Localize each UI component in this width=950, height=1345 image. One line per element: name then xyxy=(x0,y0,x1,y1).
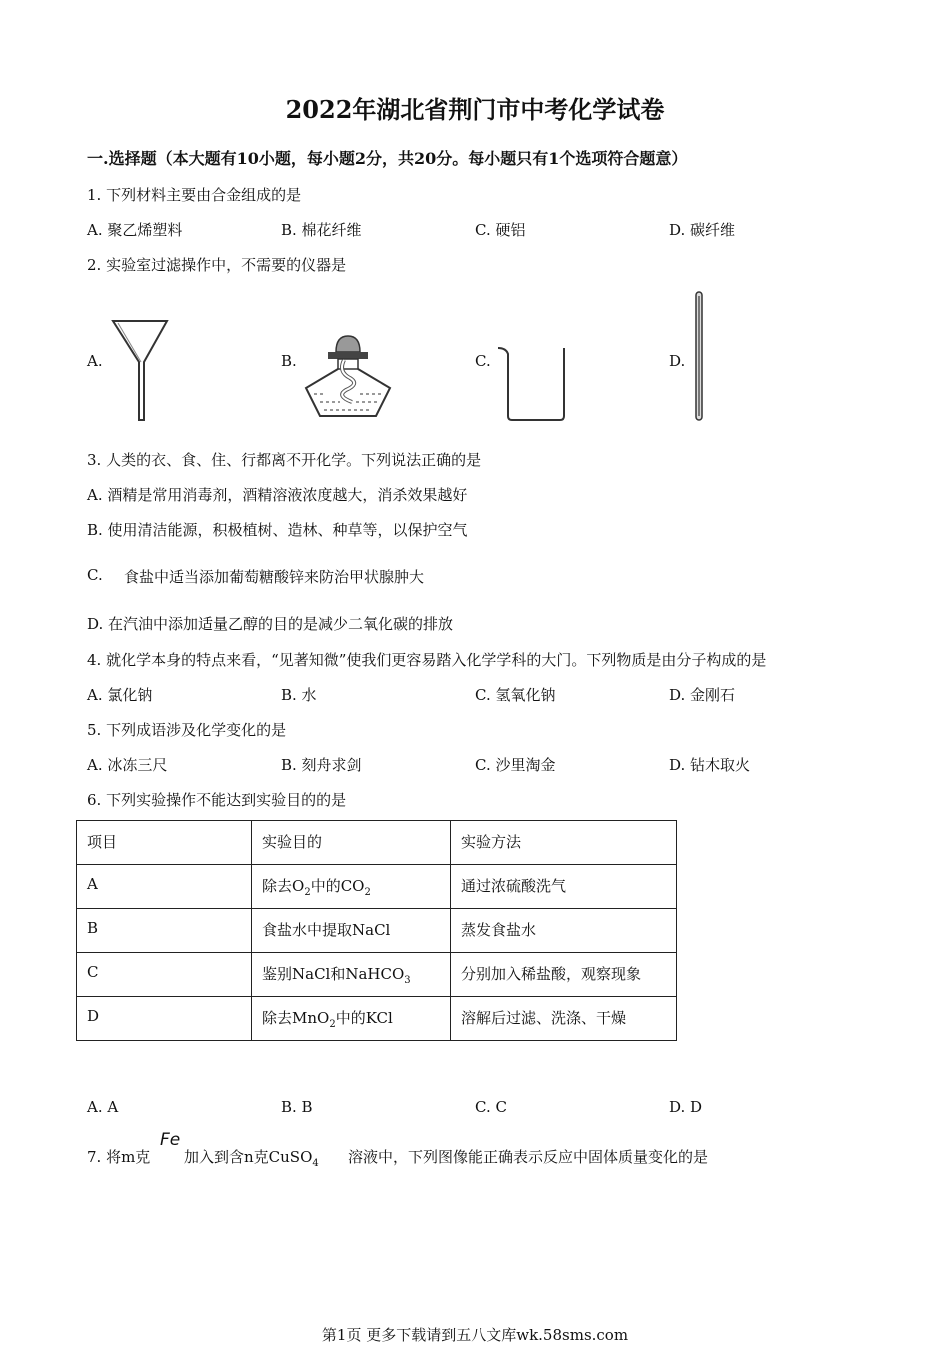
beaker-icon xyxy=(496,344,572,422)
question-1-option-d: D. 碳纤维 xyxy=(669,221,736,239)
funnel-icon xyxy=(108,318,172,424)
table-row xyxy=(77,997,677,1041)
question-1-option-a: A. 聚乙烯塑料 xyxy=(87,221,183,239)
table-cell-item: C xyxy=(77,953,252,997)
question-5-option-d: D. 钻木取火 xyxy=(669,756,751,774)
question-7-stem-mid: 加入到含n克CuSO$_4$ xyxy=(184,1148,319,1169)
question-7-stem-pre: 7. 将m克 xyxy=(87,1148,151,1166)
table-cell-item: D xyxy=(77,997,252,1041)
question-3-option-b: B. 使用清洁能源，积极植树、造林、种草等，以保护空气 xyxy=(87,521,468,539)
question-4-stem: 4. 就化学本身的特点来看，“见著知微”使我们更容易踏入化学学科的大门。下列物质是由分子构成的是 xyxy=(87,651,767,669)
question-4-option-a: A. 氯化钠 xyxy=(87,686,153,704)
page-title: 2022年湖北省荆门市中考化学试卷 xyxy=(285,95,665,124)
question-4-option-d: D. 金刚石 xyxy=(669,686,736,704)
table-cell-method: 通过浓硫酸洗气 xyxy=(451,865,677,909)
table-cell-purpose: 除去MnO$_2$中的KCl xyxy=(252,997,451,1041)
table-row xyxy=(77,953,677,997)
table-cell-item: A xyxy=(77,865,252,909)
question-4-option-b: B. 水 xyxy=(281,686,317,704)
question-5-option-b: B. 刻舟求剑 xyxy=(281,756,362,774)
table-header-row xyxy=(77,821,677,865)
table-cell-method: 分别加入稀盐酸，观察现象 xyxy=(451,953,677,997)
question-3-option-a: A. 酒精是常用消毒剂，酒精溶液浓度越大，消杀效果越好 xyxy=(87,486,468,504)
table-cell-purpose: 除去$O_2$中的$CO_2$ xyxy=(252,865,451,909)
section-heading: 一.选择题（本大题有10小题，每小题2分，共20分。每小题只有1个选项符合题意） xyxy=(87,149,688,168)
table-cell-method: 蒸发食盐水 xyxy=(451,909,677,953)
table-cell-method: 溶解后过滤、洗涤、干燥 xyxy=(451,997,677,1041)
question-2-option-b: B. xyxy=(281,352,297,370)
question-2-option-d: D. xyxy=(669,352,686,370)
table-header-item: 项目 xyxy=(77,821,252,865)
question-6-option-a: A. A xyxy=(87,1098,119,1116)
question-5-option-c: C. 沙里淘金 xyxy=(475,756,556,774)
question-3-option-d: D. 在汽油中添加适量乙醇的目的是减少二氧化碳的排放 xyxy=(87,615,454,633)
question-6-option-c: C. C xyxy=(475,1098,507,1116)
experiment-table xyxy=(76,820,677,1041)
question-2-stem: 2. 实验室过滤操作中，不需要的仪器是 xyxy=(87,256,347,274)
question-7-stem-post: 溶液中，下列图像能正确表示反应中固体质量变化的是 xyxy=(348,1148,709,1166)
table-header-purpose: 实验目的 xyxy=(252,821,451,865)
table-cell-purpose: 鉴别NaCl和NaHCO$_3$ xyxy=(252,953,451,997)
question-2-option-a: A. xyxy=(87,352,103,370)
table-cell-purpose: 食盐水中提取NaCl xyxy=(252,909,451,953)
glass-rod-icon xyxy=(692,290,706,422)
page-footer: 第1页 更多下载请到五八文库wk.58sms.com xyxy=(321,1326,629,1344)
question-6-option-d: D. D xyxy=(669,1098,703,1116)
iron-symbol: Fe xyxy=(160,1130,181,1150)
table-row xyxy=(77,865,677,909)
question-2-option-c: C. xyxy=(475,352,491,370)
question-1-option-c: C. 硬铝 xyxy=(475,221,526,239)
question-4-option-c: C. 氢氧化钠 xyxy=(475,686,556,704)
table-cell-item: B xyxy=(77,909,252,953)
question-6-stem: 6. 下列实验操作不能达到实验目的的是 xyxy=(87,791,347,809)
question-3-option-c-text: 食盐中适当添加葡萄糖酸锌来防治甲状腺肿大 xyxy=(124,568,425,586)
table-header-method: 实验方法 xyxy=(451,821,677,865)
alcohol-lamp-icon xyxy=(300,330,396,420)
question-3-option-c-label: C. xyxy=(87,566,103,584)
question-5-stem: 5. 下列成语涉及化学变化的是 xyxy=(87,721,287,739)
question-3-stem: 3. 人类的衣、食、住、行都离不开化学。下列说法正确的是 xyxy=(87,451,482,469)
question-5-option-a: A. 冰冻三尺 xyxy=(87,756,168,774)
question-1-option-b: B. 棉花纤维 xyxy=(281,221,362,239)
question-1-stem: 1. 下列材料主要由合金组成的是 xyxy=(87,186,302,204)
question-6-option-b: B. B xyxy=(281,1098,313,1116)
table-row xyxy=(77,909,677,953)
